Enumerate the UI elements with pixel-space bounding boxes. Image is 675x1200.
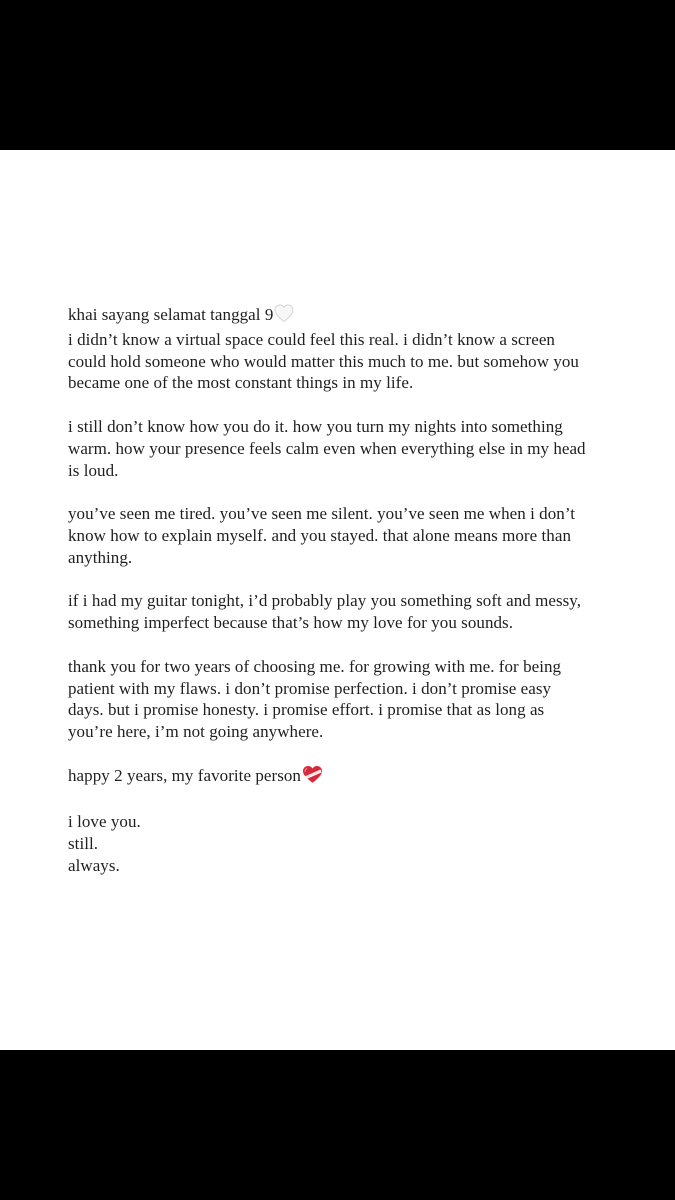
mending-heart-icon — [302, 765, 323, 790]
text-line: you’ve seen me tired. you’ve seen me silent. you’ve seen me when i don’t — [68, 504, 575, 524]
text-line: you’re here, i’m not going anywhere. — [68, 722, 324, 742]
text-line: patient with my flaws. i don’t promise perfection. i don’t promise easy — [68, 678, 552, 698]
signoff-line: always. — [68, 855, 120, 875]
text-line: if i had my guitar tonight, i’d probably play you something soft and messy, — [68, 591, 582, 611]
text-line: thank you for two years of choosing me. for growing with me. for being — [68, 656, 562, 676]
paragraph-1 — [68, 329, 620, 394]
closing-paragraph — [68, 765, 620, 790]
bottom-letterbox-bar — [0, 1050, 675, 1200]
signoff-line: still. — [68, 834, 99, 854]
text-line: i didn’t know a virtual space could feel this real. i didn’t know a screen — [68, 329, 555, 349]
text-line: could hold someone who would matter this much to me. but somehow you — [68, 351, 579, 371]
text-line: i still don’t know how you do it. how you turn my nights into something — [68, 416, 563, 436]
text-line: know how to explain myself. and you stayed. that alone means more than — [68, 525, 571, 545]
white-heart-icon — [274, 304, 294, 329]
letter-text — [68, 304, 620, 877]
paragraph-2 — [68, 416, 620, 481]
note-page — [0, 150, 675, 1050]
text-line: became one of the most constant things in my life. — [68, 373, 414, 393]
letter-heading-line — [68, 304, 620, 329]
text-line: warm. how your presence feels calm even when everything else in my head — [68, 438, 586, 458]
closing-text: happy 2 years, my favorite person — [68, 765, 301, 785]
text-line: is loud. — [68, 460, 119, 480]
paragraph-3 — [68, 503, 620, 568]
paragraph-4 — [68, 590, 620, 634]
top-letterbox-bar — [0, 0, 675, 150]
signoff-line: i love you. — [68, 812, 141, 832]
text-line: days. but i promise honesty. i promise effort. i promise that as long as — [68, 700, 545, 720]
signoff — [68, 811, 620, 876]
letter-heading: khai sayang selamat tanggal 9 — [68, 305, 274, 324]
text-line: something imperfect because that’s how my love for you sounds. — [68, 613, 514, 633]
paragraph-5 — [68, 656, 620, 743]
closing-line — [68, 765, 620, 790]
text-line: anything. — [68, 547, 133, 567]
